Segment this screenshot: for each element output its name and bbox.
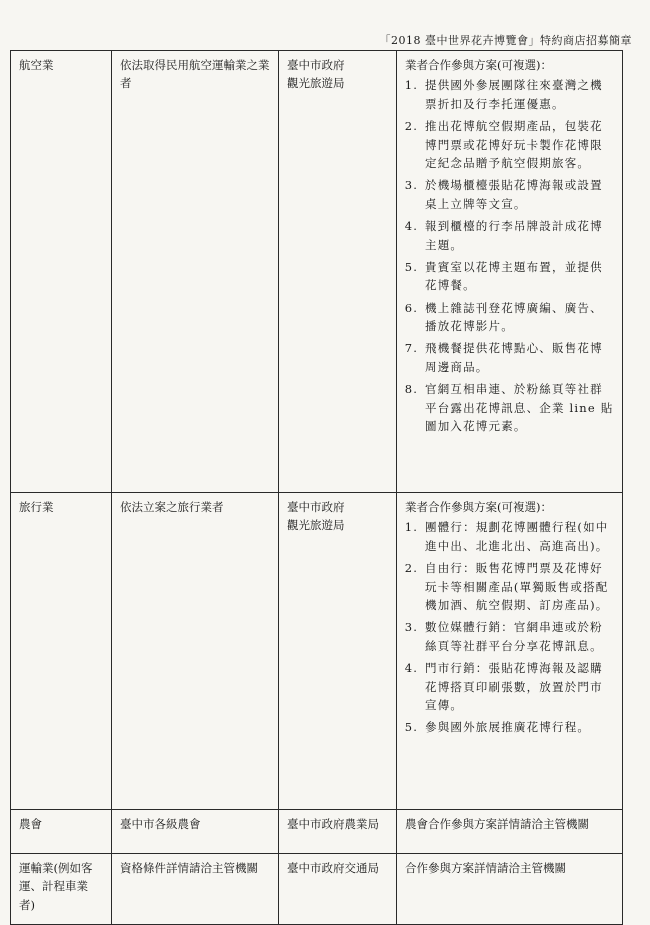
plan-item: 7. 飛機餐提供花博點心、販售花博周邊商品。 bbox=[423, 339, 614, 376]
plan-item: 4. 門市行銷：張貼花博海報及認購花博搭頁印刷張數，放置於門市宣傳。 bbox=[423, 659, 614, 714]
plan-list bbox=[405, 518, 614, 736]
qualification-cell: 臺中市各級農會 bbox=[112, 810, 279, 854]
authority-cell: 臺中市政府交通局 bbox=[279, 854, 397, 925]
plan-item: 3. 數位媒體行銷：官網串連或於粉絲頁等社群平台分享花博訊息。 bbox=[423, 618, 614, 655]
plan-item: 1. 團體行：規劃花博團體行程(如中進中出、北進北出、高進高出)。 bbox=[423, 518, 614, 555]
plan-list bbox=[405, 76, 614, 435]
table-row-airline bbox=[11, 51, 623, 493]
industry-cell: 旅行業 bbox=[11, 493, 112, 810]
plan-item: 3. 於機場櫃檯張貼花博海報或設置桌上立牌等文宣。 bbox=[423, 176, 614, 213]
plan-cell bbox=[397, 493, 623, 810]
qualification-cell: 依法取得民用航空運輸業之業者 bbox=[112, 51, 279, 493]
page-header: 「2018 臺中世界花卉博覽會」特約商店招募簡章 bbox=[379, 34, 632, 47]
qualification-cell: 依法立案之旅行業者 bbox=[112, 493, 279, 810]
authority-cell: 臺中市政府 觀光旅遊局 bbox=[279, 51, 397, 493]
plan-cell: 農會合作參與方案詳情請洽主管機關 bbox=[397, 810, 623, 854]
plan-item: 2. 推出花博航空假期產品，包裝花博門票或花博好玩卡製作花博限定紀念品贈予航空假期旅客。 bbox=[423, 117, 614, 172]
table-row-transport bbox=[11, 854, 623, 925]
plan-item: 5. 貴賓室以花博主題布置，並提供花博餐。 bbox=[423, 258, 614, 295]
plan-item: 6. 機上雜誌刊登花博廣編、廣告、播放花博影片。 bbox=[423, 299, 614, 336]
plan-cell bbox=[397, 51, 623, 493]
industry-cell: 航空業 bbox=[11, 51, 112, 493]
industry-cell: 運輸業(例如客運、計程車業者) bbox=[11, 854, 112, 925]
industry-cell: 農會 bbox=[11, 810, 112, 854]
authority-cell: 臺中市政府農業局 bbox=[279, 810, 397, 854]
qualification-cell: 資格條件詳情請洽主管機關 bbox=[112, 854, 279, 925]
recruitment-table bbox=[10, 50, 623, 925]
plan-cell: 合作參與方案詳情請洽主管機關 bbox=[397, 854, 623, 925]
plan-item: 5. 參與國外旅展推廣花博行程。 bbox=[423, 718, 614, 736]
plan-item: 1. 提供國外參展團隊往來臺灣之機票折扣及行李托運優惠。 bbox=[423, 76, 614, 113]
plan-item: 8. 官網互相串連、於粉絲頁等社群平台露出花博訊息、企業 line 貼圖加入花博元素。 bbox=[423, 380, 614, 435]
plan-item: 2. 自由行：販售花博門票及花博好玩卡等相關產品(單獨販售或搭配機加酒、航空假期、訂房產品)。 bbox=[423, 559, 614, 614]
authority-cell: 臺中市政府 觀光旅遊局 bbox=[279, 493, 397, 810]
table-row-farmers-association bbox=[11, 810, 623, 854]
table-row-travel bbox=[11, 493, 623, 810]
plan-item: 4. 報到櫃檯的行李吊牌設計成花博主題。 bbox=[423, 217, 614, 254]
plan-title: 業者合作參與方案(可複選)： bbox=[405, 58, 552, 72]
plan-title: 業者合作參與方案(可複選)： bbox=[405, 500, 552, 514]
